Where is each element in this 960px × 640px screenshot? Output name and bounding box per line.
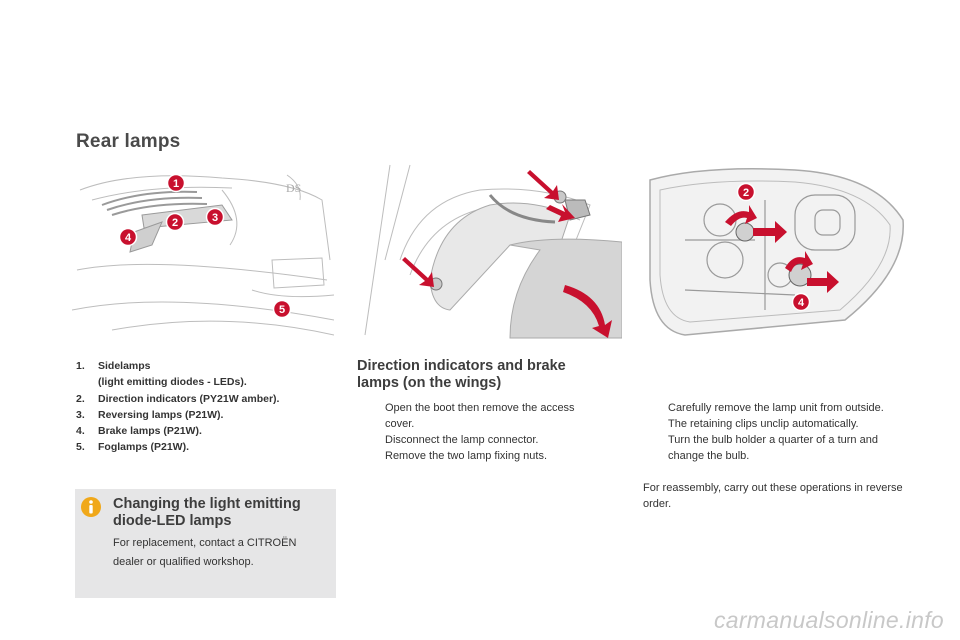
list-item: Remove the two lamp fixing nuts. [385,450,548,462]
list-item: Turn the bulb holder a quarter of a turn and change the bulb. [668,434,878,462]
svg-text:4: 4 [124,231,132,244]
legend-item: 4. Brake lamps (P21W). [76,425,202,438]
boot-access-figure [360,160,622,340]
list-item: Disconnect the lamp connector. [385,434,539,446]
svg-text:4: 4 [797,296,805,309]
callout-badge [738,184,755,201]
components-legend [76,358,346,456]
svg-text:3: 3 [211,211,219,224]
legend-item: 3. Reversing lamps (P21W). [76,408,224,421]
callout-badge [168,175,185,192]
callout-badge [207,209,224,226]
legend-item: 1. Sidelamps (light emitting diodes - LEDs). [76,360,247,389]
svg-text:5: 5 [278,303,286,316]
steps-list [360,400,600,464]
svg-text:DS: DS [286,181,302,195]
reassembly-note: For reassembly, carry out these operations in reverse order. [643,482,903,510]
callout-badge [274,301,291,318]
info-icon [80,496,102,523]
rear-car-figure [72,160,334,340]
callout-badge [793,294,810,311]
section-title: Direction indicators and brake lamps (on the wings) [357,358,566,391]
svg-text:1: 1 [172,177,180,190]
info-body: For replacement, contact a CITROËN dealer or qualified workshop. [113,537,297,568]
list-item: Open the boot then remove the access cover. [385,402,575,430]
list-item: Carefully remove the lamp unit from outside. The retaining clips unclip automatically. [668,402,884,430]
callout-badge [167,214,184,231]
watermark: carmanualsonline.info [713,607,944,633]
svg-text:2: 2 [742,186,750,199]
legend-item: 5. Foglamps (P21W). [76,441,190,454]
svg-text:2: 2 [171,216,179,229]
callout-badge [120,229,137,246]
info-title: Changing the light emitting diode-LED lamps [113,496,301,529]
steps-list [643,400,905,464]
car-logo [286,181,301,195]
lamp-unit-figure [645,160,907,340]
legend-item: 2. Direction indicators (PY21W amber). [76,392,280,405]
page-title: Rear lamps [76,131,181,152]
